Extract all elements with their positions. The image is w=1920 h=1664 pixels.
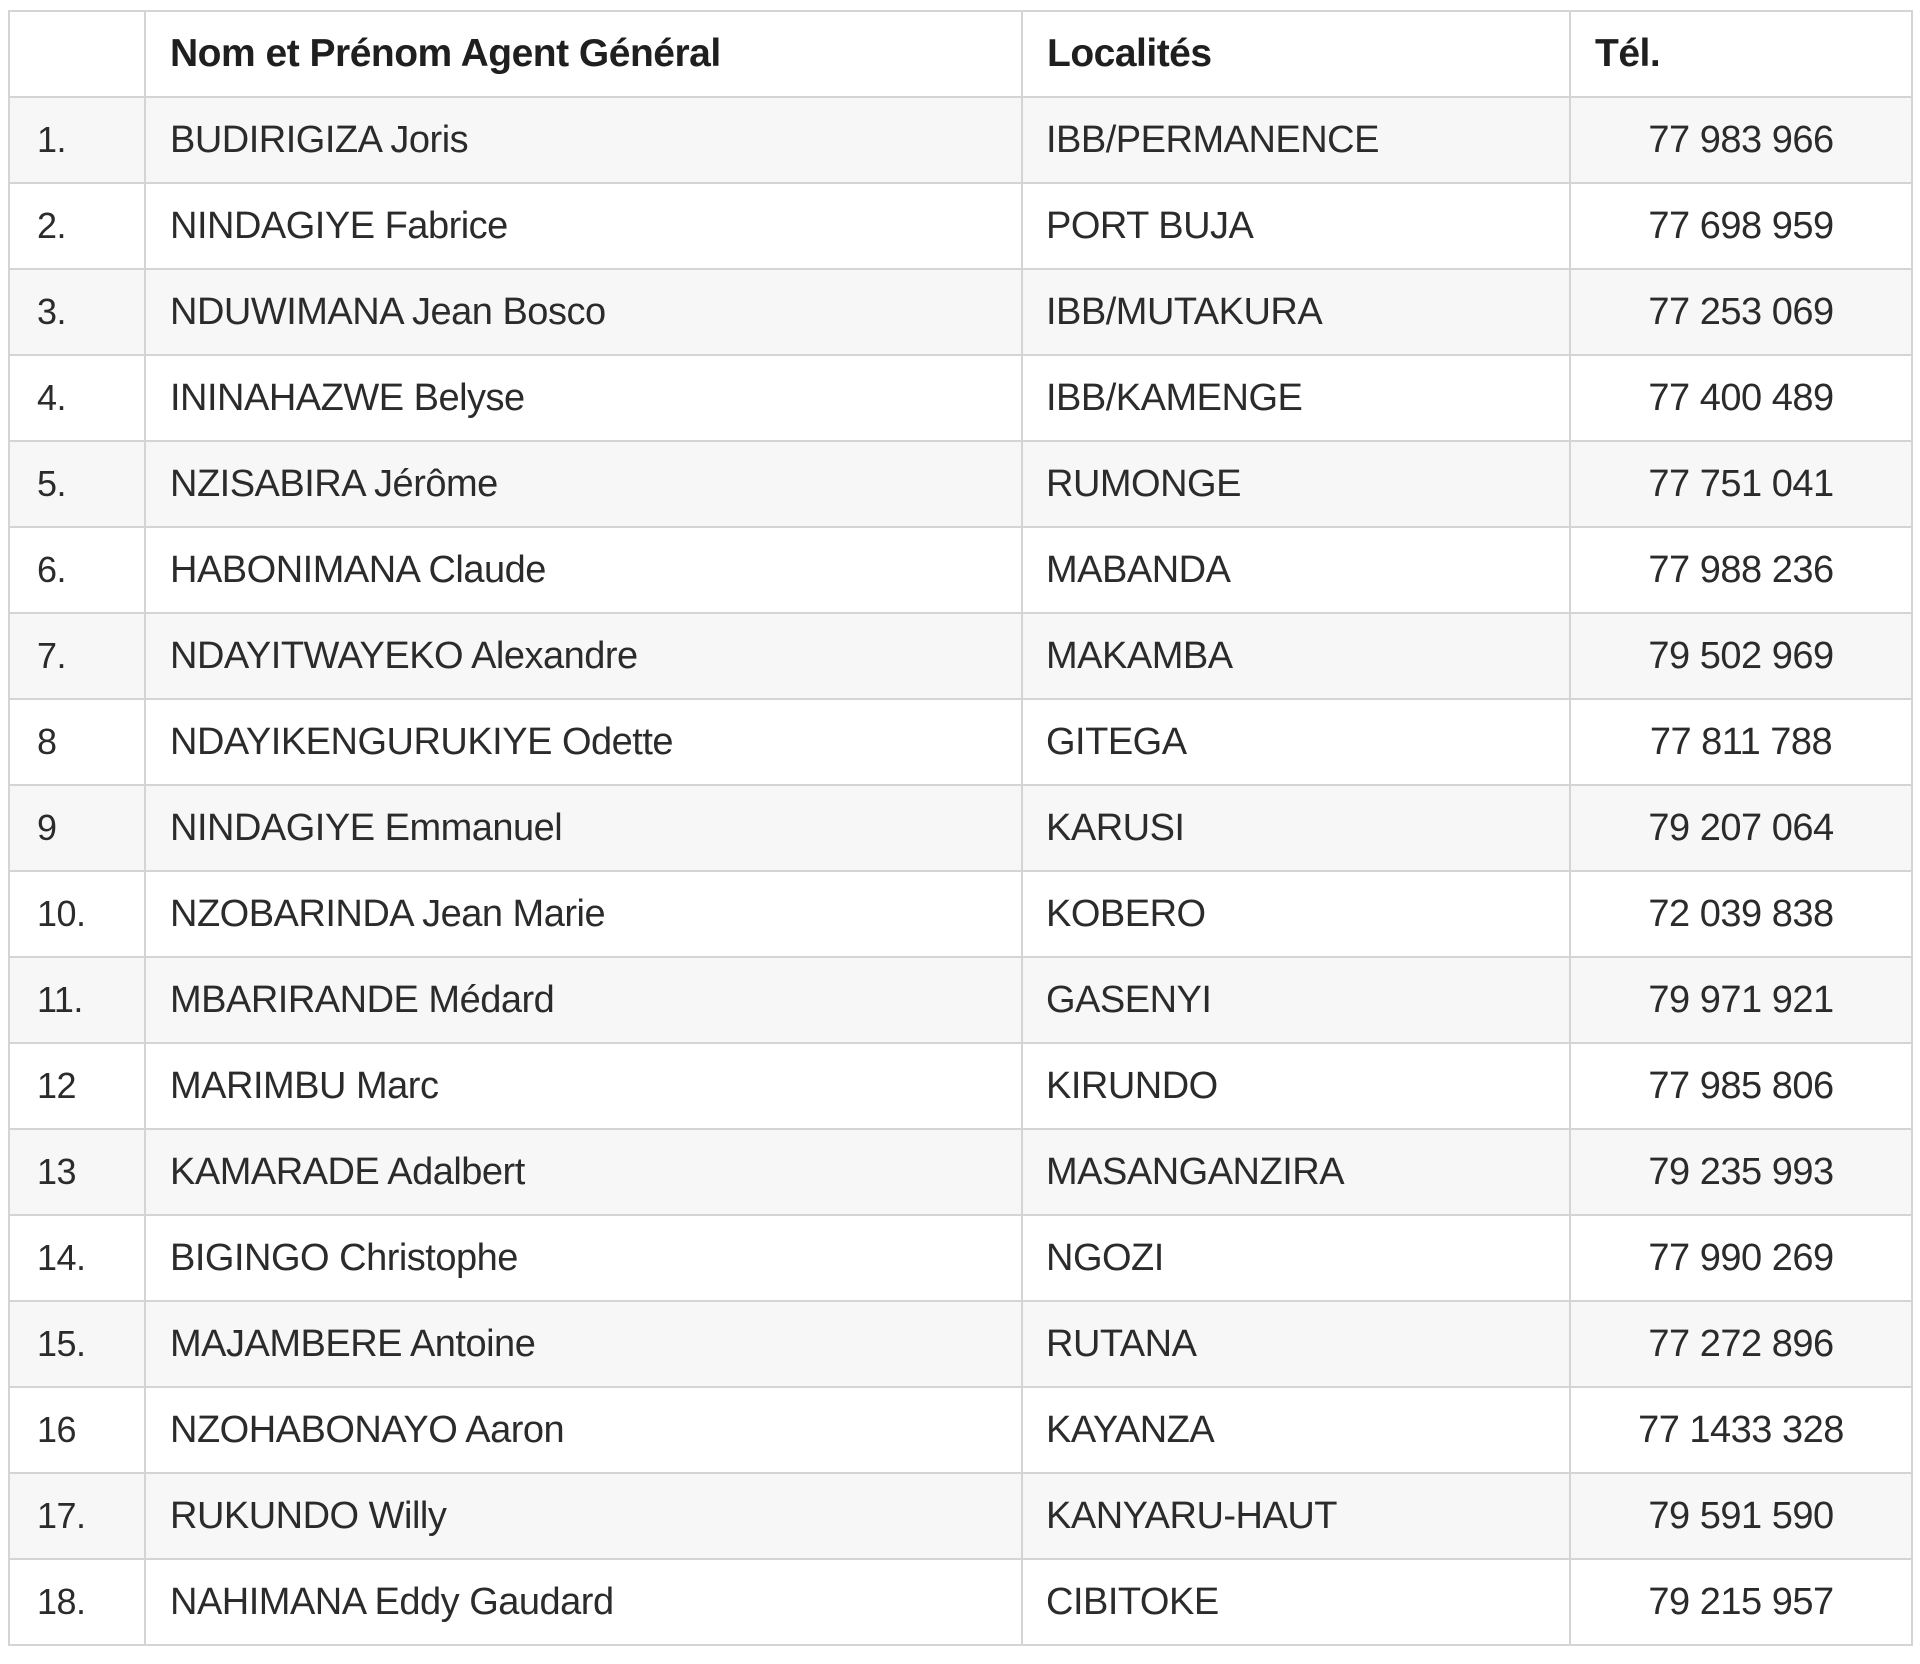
cell-row-number: 10. [9, 871, 145, 957]
table-row [9, 871, 1912, 957]
cell-telephone: 77 811 788 [1570, 699, 1912, 785]
cell-telephone: 77 698 959 [1570, 183, 1912, 269]
cell-row-number: 13 [9, 1129, 145, 1215]
cell-locality: RUTANA [1022, 1301, 1570, 1387]
table-row [9, 97, 1912, 183]
table-row [9, 1215, 1912, 1301]
cell-locality: RUMONGE [1022, 441, 1570, 527]
header-cell-row-number [9, 11, 145, 97]
cell-row-number: 5. [9, 441, 145, 527]
cell-locality: GITEGA [1022, 699, 1570, 785]
cell-row-number: 2. [9, 183, 145, 269]
cell-agent-name: NDAYIKENGURUKIYE Odette [145, 699, 1022, 785]
cell-telephone: 77 751 041 [1570, 441, 1912, 527]
cell-locality: MASANGANZIRA [1022, 1129, 1570, 1215]
cell-agent-name: MAJAMBERE Antoine [145, 1301, 1022, 1387]
cell-locality: KARUSI [1022, 785, 1570, 871]
cell-agent-name: NDAYITWAYEKO Alexandre [145, 613, 1022, 699]
cell-locality: MABANDA [1022, 527, 1570, 613]
cell-locality: PORT BUJA [1022, 183, 1570, 269]
cell-telephone: 77 1433 328 [1570, 1387, 1912, 1473]
cell-agent-name: HABONIMANA Claude [145, 527, 1022, 613]
table-row [9, 527, 1912, 613]
cell-locality: KOBERO [1022, 871, 1570, 957]
cell-agent-name: ININAHAZWE Belyse [145, 355, 1022, 441]
table-row [9, 269, 1912, 355]
cell-row-number: 16 [9, 1387, 145, 1473]
cell-agent-name: NZOHABONAYO Aaron [145, 1387, 1022, 1473]
table-row [9, 1473, 1912, 1559]
cell-locality: IBB/MUTAKURA [1022, 269, 1570, 355]
cell-telephone: 79 207 064 [1570, 785, 1912, 871]
cell-agent-name: MBARIRANDE Médard [145, 957, 1022, 1043]
table-row [9, 699, 1912, 785]
cell-telephone: 79 215 957 [1570, 1559, 1912, 1645]
cell-agent-name: NINDAGIYE Fabrice [145, 183, 1022, 269]
cell-row-number: 15. [9, 1301, 145, 1387]
cell-row-number: 7. [9, 613, 145, 699]
cell-telephone: 77 988 236 [1570, 527, 1912, 613]
cell-row-number: 8 [9, 699, 145, 785]
cell-locality: IBB/PERMANENCE [1022, 97, 1570, 183]
cell-row-number: 14. [9, 1215, 145, 1301]
cell-row-number: 17. [9, 1473, 145, 1559]
cell-agent-name: BUDIRIGIZA Joris [145, 97, 1022, 183]
cell-telephone: 77 983 966 [1570, 97, 1912, 183]
cell-locality: IBB/KAMENGE [1022, 355, 1570, 441]
cell-telephone: 77 990 269 [1570, 1215, 1912, 1301]
cell-telephone: 77 985 806 [1570, 1043, 1912, 1129]
table-row [9, 183, 1912, 269]
cell-telephone: 77 272 896 [1570, 1301, 1912, 1387]
cell-row-number: 1. [9, 97, 145, 183]
table-row [9, 613, 1912, 699]
cell-locality: GASENYI [1022, 957, 1570, 1043]
cell-row-number: 18. [9, 1559, 145, 1645]
cell-agent-name: NZOBARINDA Jean Marie [145, 871, 1022, 957]
header-cell-agent-name: Nom et Prénom Agent Général [145, 11, 1022, 97]
header-row [9, 11, 1912, 97]
table-row [9, 1301, 1912, 1387]
cell-row-number: 3. [9, 269, 145, 355]
cell-row-number: 12 [9, 1043, 145, 1129]
cell-agent-name: NINDAGIYE Emmanuel [145, 785, 1022, 871]
cell-telephone: 79 502 969 [1570, 613, 1912, 699]
cell-row-number: 4. [9, 355, 145, 441]
table-row [9, 355, 1912, 441]
cell-locality: KAYANZA [1022, 1387, 1570, 1473]
cell-locality: CIBITOKE [1022, 1559, 1570, 1645]
cell-row-number: 9 [9, 785, 145, 871]
cell-telephone: 79 591 590 [1570, 1473, 1912, 1559]
cell-locality: KIRUNDO [1022, 1043, 1570, 1129]
cell-telephone: 77 253 069 [1570, 269, 1912, 355]
table-row [9, 957, 1912, 1043]
cell-telephone: 72 039 838 [1570, 871, 1912, 957]
header-cell-telephone: Tél. [1570, 11, 1912, 97]
cell-agent-name: MARIMBU Marc [145, 1043, 1022, 1129]
header-cell-locality: Localités [1022, 11, 1570, 97]
cell-locality: MAKAMBA [1022, 613, 1570, 699]
table-row [9, 1559, 1912, 1645]
cell-agent-name: NZISABIRA Jérôme [145, 441, 1022, 527]
cell-telephone: 77 400 489 [1570, 355, 1912, 441]
table-row [9, 1043, 1912, 1129]
cell-row-number: 6. [9, 527, 145, 613]
cell-telephone: 79 235 993 [1570, 1129, 1912, 1215]
table-row [9, 441, 1912, 527]
cell-row-number: 11. [9, 957, 145, 1043]
table-row [9, 785, 1912, 871]
cell-telephone: 79 971 921 [1570, 957, 1912, 1043]
cell-agent-name: BIGINGO Christophe [145, 1215, 1022, 1301]
table-row [9, 1129, 1912, 1215]
cell-agent-name: RUKUNDO Willy [145, 1473, 1022, 1559]
table-row [9, 1387, 1912, 1473]
cell-agent-name: NDUWIMANA Jean Bosco [145, 269, 1022, 355]
agents-table [8, 10, 1913, 1646]
table-body [9, 97, 1912, 1645]
cell-locality: KANYARU-HAUT [1022, 1473, 1570, 1559]
cell-agent-name: KAMARADE Adalbert [145, 1129, 1022, 1215]
cell-agent-name: NAHIMANA Eddy Gaudard [145, 1559, 1022, 1645]
cell-locality: NGOZI [1022, 1215, 1570, 1301]
